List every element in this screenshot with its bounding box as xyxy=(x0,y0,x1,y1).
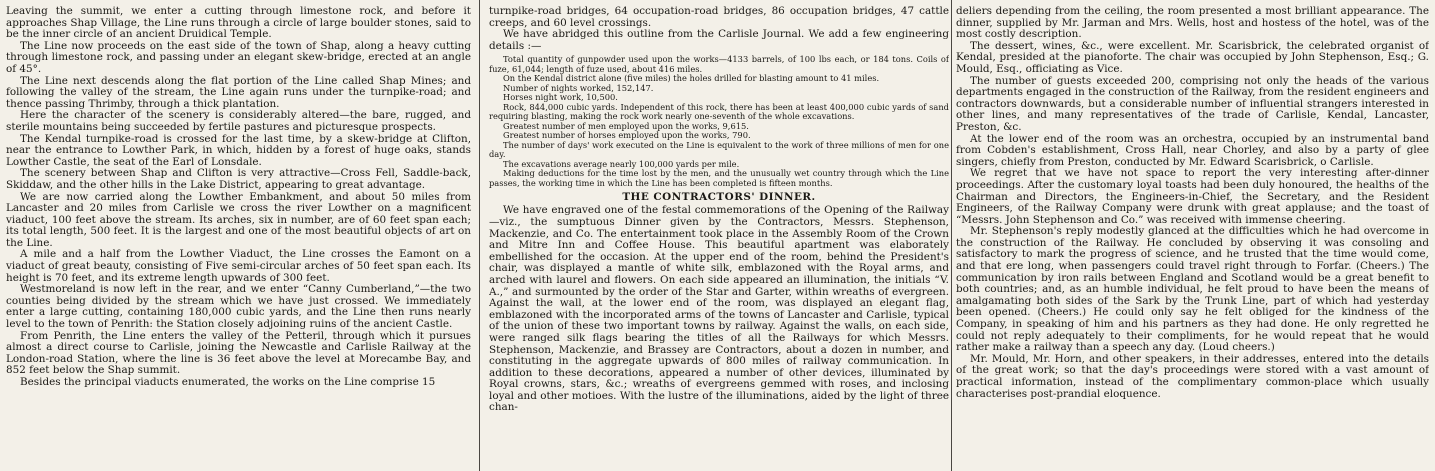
paragraph: The Line now proceeds on the east side of the town of Shap, along a heavy cutting through limestone rock, and passing under an elegant skew-bridge, erected at an angle of 45°. xyxy=(6,39,471,75)
paragraph: Leaving the summit, we enter a cutting through limestone rock, and before it approaches Shap Village, the Line runs through a circle of large boulder stones, said to be the inner circle of an ancient Druidical Temple. xyxy=(6,6,471,41)
paragraph: The dessert, wines, &c., were excellent. Mr. Scarisbrick, the celebrated organist of Kendal, presided at the pianoforte. The chair was occupied by John Stephenson, Esq.; G. Mould, Esq., officiating as Vice. xyxy=(956,39,1429,75)
paragraph: The scenery between Shap and Clifton is very attractive—Cross Fell, Saddle-back, Skiddaw, and the other hills in the Lake District, appearing to great advantage. xyxy=(6,167,471,191)
detail-line: Greatest number of men employed upon the works, 9,615. xyxy=(503,120,749,131)
column-3 xyxy=(956,6,1429,471)
paragraph: We are now carried along the Lowther Embankment, and about 50 miles from Lancaster and 20 miles from Carlisle we cross the river Lowther on a magnificent viaduct, 100 feet above the stream. Its arches, six in number, are of 60 feet span each; its total length, 500 feet. It is the largest and one of the most beautiful objects of art on the Line. xyxy=(6,190,471,249)
paragraph: Mr. Stephenson's reply modestly glanced at the difficulties which he had overcome in the construction of the Railway. He concluded by observing it was consoling and satisfactory to mark the progress of science, and he trusted that the time would come, and that ere long, when passengers could travel right through to Forfar. (Cheers.) The communication by iron rails between England and Scotland would be a great benefit to both countries; and, as an humble individual, he felt proud to have been the means of amalgamating both sides of the Sark by the Trunk Line, part of which had yesterday been opened. (Cheers.) He could only say he felt obliged for the kindness of the Company, in speaking of him and his partners as they had done. He only regretted he could not reply adequately to their compliments, for he would repeat that he would rather make a railway than a speech any day. (Loud cheers.) xyxy=(956,225,1429,354)
column-rule xyxy=(951,0,952,471)
detail-line: The excavations average nearly 100,000 yards per mile. xyxy=(503,158,740,169)
detail-line: Horses night work, 10,500. xyxy=(503,92,618,103)
paragraph: Mr. Mould, Mr. Horn, and other speakers, in their addresses, entered into the details of the great work; so that the day's proceedings were stored with a vast amount of practical information, instead of the complimentary common-place which usually characterises post-prandial eloquence. xyxy=(956,352,1429,400)
paragraph: We have abridged this outline from the Carlisle Journal. We add a few engineering details :— xyxy=(489,28,949,52)
paragraph: At the lower end of the room was an orchestra, occupied by an instrumental band from Cobden's establishment, Cross Hall, near Chorley, and also by a party of glee singers, chiefly from Preston, conducted by Mr. Edward Scarisbrick, o Carlisle. xyxy=(956,132,1429,168)
detail-line: The number of days' work executed on the Line is equivalent to the work of three millions of men for one day. xyxy=(489,139,949,160)
paragraph: Here the character of the scenery is considerably altered—the bare, rugged, and sterile mountains being succeeded by fertile pastures and picturesque prospects. xyxy=(6,109,471,133)
paragraph: deliers depending from the ceiling, the room presented a most brilliant appearance. The dinner, supplied by Mr. Jarman and Mrs. Wells, host and hostess of the hotel, was of the most costly description. xyxy=(956,6,1429,41)
paragraph: Westmoreland is now left in the rear, and we enter “Canny Cumberland,”—the two counties being divided by the stream which we have just crossed. We immediately enter a large cutting, containing 180,000 cubic yards, and the Line then runs nearly level to the town of Penrith: the Station closely adjoining ruins of the ancient Castle. xyxy=(6,283,471,331)
paragraph: From Penrith, the Line enters the valley of the Petteril, through which it pursues almost a direct course to Carlisle, joining the Newcastle and Carlisle Railway at the London-road Station, where the line is 36 feet above the level at Morecambe Bay, and 852 feet below the Shap summit. xyxy=(6,329,471,377)
paragraph: The Line next descends along the flat portion of the Line called Shap Mines; and following the valley of the stream, the Line again runs under the turnpike-road; and thence passing Thrimby, through a thick plantation. xyxy=(6,74,471,110)
detail-line: Rock, 844,000 cubic yards. Independent of this rock, there has been at least 400,000 cubic yards of sand requiring blasting, making the rock work nearly one-seventh of the whole excavations. xyxy=(489,101,949,122)
section-heading: THE CONTRACTORS' DINNER. xyxy=(622,191,816,204)
column-1 xyxy=(6,6,471,471)
detail-line: Greatest number of horses employed upon the works, 790. xyxy=(503,130,751,141)
paragraph: A mile and a half from the Lowther Viaduct, the Line crosses the Eamont on a viaduct of great beauty, consisting of Five semi-circular arches of 50 feet span each. Its height is 70 feet, and its extreme length upwards of 300 feet. xyxy=(6,248,471,284)
column-rule xyxy=(479,0,480,471)
column-2 xyxy=(489,6,949,471)
detail-line: Number of nights worked, 152,147. xyxy=(503,82,654,93)
paragraph: The number of guests exceeded 200, comprising not only the heads of the various departments engaged in the construction of the Railway, from the resident engineers and contractors downwards, but a considerable number of influential strangers interested in other lines, and many representatives of the trade of Carlisle, Kendal, Lancaster, Preston, &c. xyxy=(956,74,1429,133)
paragraph: We have engraved one of the festal commemorations of the Opening of the Railway—viz., the sumptuous Dinner given by the Contractors, Messrs. Stephenson, Mackenzie, and Co. The entertainment took place in the Assembly Room of the Crown and Mitre Inn and Coffee House. This beautiful apartment was elaborately embellished for the occasion. At the upper end of the room, behind the President's chair, was displayed a mantle of white silk, emblazoned with the Royal arms, and arched with laurel and flowers. On each side appeared an illumination, the initials “V. A.,” and surmounted by the order of the Star and Garter, within wreaths of evergreen. Against the wall, at the lower end of the room, was displayed an elegant flag, emblazoned with the incorporated arms of the towns of Lancaster and Carlisle, typical of the union of these two important towns by railway. Against the walls, on each side, were ranged silk flags bearing the titles of all the Railways for which Messrs. Stephenson, Mackenzie, and Brassey are Contractors, about a dozen in number, and constituting in the aggregate upwards of 800 miles of railway communication. In addition to these decorations, appeared a number of other devices, illuminated by Royal crowns, stars, &c.; wreaths of evergreens gemmed with roses, and inclosing loyal and other motioes. With the lustre of the illuminations, aided by the light of three chan- xyxy=(489,204,949,414)
paragraph: turnpike-road bridges, 64 occupation-road bridges, 86 occupation bridges, 47 cattle creeps, and 60 level crossings. xyxy=(489,6,949,29)
detail-line: On the Kendal district alone (five miles) the holes drilled for blasting amount to 41 miles. xyxy=(503,73,880,84)
detail-line: Total quantity of gunpowder used upon the works—4133 barrels, of 100 lbs each, or 184 tons. Coils of fuze, 61,044; length of fuze used, about 416 miles. xyxy=(489,54,949,74)
paragraph: We regret that we have not space to report the very interesting after-dinner proceedings. After the customary loyal toasts had been duly honoured, the healths of the Chairman and Directors, the Engineers-in-Chief, the Secretary, and the Resident Engineers, of the Railway Company were drunk with great applause; and the toast of “Messrs. John Stephenson and Co.” was received with immense cheering. xyxy=(956,167,1429,226)
paragraph: Besides the principal viaducts enumerated, the works on the Line comprise 15 xyxy=(20,376,436,388)
paragraph: The Kendal turnpike-road is crossed for the last time, by a skew-bridge at Clifton, near the entrance to Lowther Park, in which, hidden by a forest of huge oaks, stands Lowther Castle, the seat of the Earl of Lonsdale. xyxy=(6,132,471,168)
detail-line: Making deductions for the time lost by the men, and the unusually wet country through which the Line passes, the working time in which the Line has been completed is fifteen months. xyxy=(489,168,949,188)
engineering-details xyxy=(489,55,949,188)
